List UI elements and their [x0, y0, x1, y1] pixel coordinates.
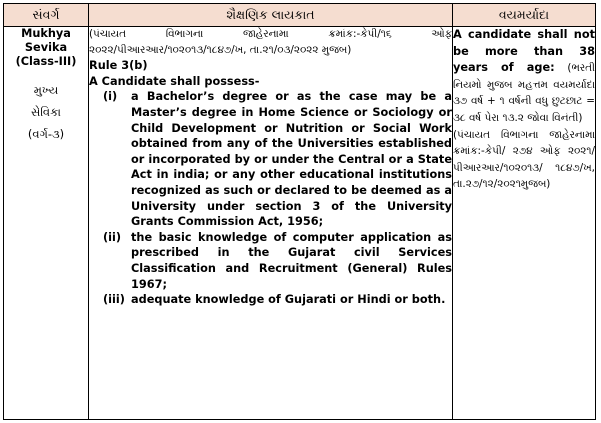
rule-heading: Rule 3(b)	[89, 59, 148, 73]
cadre-name-en-1: Mukhya	[21, 27, 71, 40]
age-notification-ref: (પંચાયત વિભાગના જાહેરનામા ક્રમાંક:-કેપી/ ૨૭૪ ઓફ ૨૦૨૧/ પીઆરઆર/૧૦૨૦૧૩/ ૧૮૪૭/ખ, તા.૨૭/૧૨/૨૦૨૧મુજબ)	[453, 128, 595, 191]
item-number: (ii)	[103, 230, 122, 244]
item-number: (iii)	[103, 293, 125, 307]
cadre-class-en: (Class-III)	[15, 55, 77, 68]
item-text: a Bachelor’s degree or as the case may be a Master’s degree in Home Science or Sociology or Child Development or Nutrition or Social Work obtained from any of the Universities established or incorporated by or under the Central or a State Act in india; or any other educational institutions recognized as such or declared to be deemed as a University under section 3 of the University Grants Commission Act, 1956;	[131, 90, 452, 229]
recruitment-table	[3, 3, 596, 420]
header-cadre: સંવર્ગ	[4, 4, 89, 27]
qualification-item	[89, 89, 452, 229]
qualification-item	[89, 292, 452, 308]
item-text: the basic knowledge of computer application as prescribed in the Gujarat civil Services Classification and Recruitment (General) Rules 1967;	[131, 230, 452, 291]
qualification-intro: A Candidate shall possess-	[89, 74, 260, 88]
cadre-name-gu-2: સેવિકા	[30, 105, 61, 119]
notification-line-2: ૨૦૨૨/પીઆરઆર/૧૦૨૦૧૩/૧૮૪૭/ખ, તા.૨૧/૦૩/૨૦૨૨ મુજબ)	[89, 43, 352, 56]
qualification-cell	[89, 27, 453, 420]
age-limit-statement: A candidate shall not be more than 38 years of age:	[453, 28, 595, 75]
item-text: adequate knowledge of Gujarati or Hindi or both.	[131, 293, 446, 307]
data-row	[4, 27, 596, 420]
cadre-cell	[4, 27, 89, 420]
header-row	[4, 4, 596, 27]
cadre-gu-block	[4, 79, 88, 145]
cadre-class-gu: (વર્ગ-૩)	[27, 127, 65, 141]
qualification-item	[89, 230, 452, 292]
cadre-name-en-2: Sevika	[24, 41, 68, 54]
header-age-limit: વયમર્યાદા	[453, 4, 596, 27]
age-limit-cell	[453, 27, 596, 420]
header-qualification: શૈક્ષણિક લાયકાત	[89, 4, 453, 27]
cadre-name-gu-1: મુખ્ય	[33, 83, 59, 97]
item-number: (i)	[103, 90, 118, 104]
notification-line-1: (પંચાયત વિભાગના જાહેરનામા ક્રમાંક:-કેપી/૧૬ ઓફ	[89, 28, 452, 40]
age-relaxation-note: (ભરતી નિયમો મુજબ મહત્તમ વયમર્યાદા ૩૭ વર્ષ + ૧ વર્ષની વધુ છુટછાટ = ૩૮ વર્ષ પેરા ૧૩.૨ જોવા વિનંતી)	[453, 62, 595, 124]
